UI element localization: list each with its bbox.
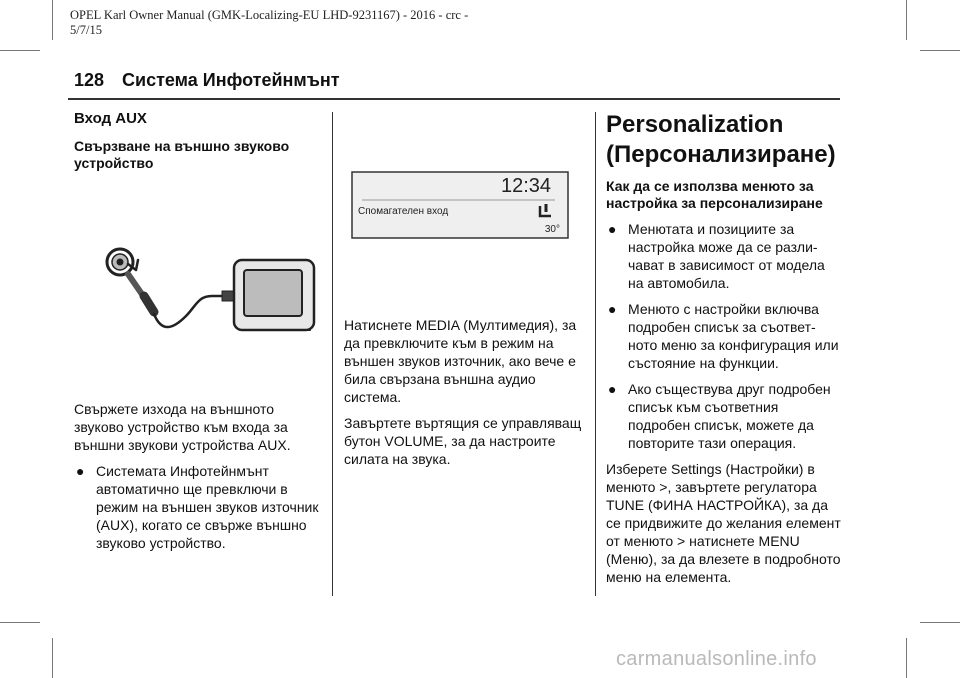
display-temperature: 30° [544,224,560,235]
crop-mark [52,0,53,40]
bullet-icon: ● [608,381,617,397]
crop-mark [906,0,907,40]
column-divider [595,112,596,596]
media-paragraph: Натиснете MEDIA (Мултимедия), за да превключите към в режим на външен звуков източник, ако вече е била свързана външна аудио система. [344,317,577,405]
display-label: Спомагателен вход [358,206,449,217]
list-item [606,220,844,292]
bullet-icon: ● [608,301,617,317]
page-header [74,70,840,100]
list-item-text: Менютата и позициите за настройка може да се разли-чават в зависимост от модела на автомобила. [628,221,825,291]
settings-paragraph: Изберете Settings (Настройки) в менюто >, завъртете регулатора TUNE (ФИНА НАСТРОЙКА), за да се придвижите до желания елемент от менюто > натиснете MENU (Меню), за да влезете в подробното меню на елемента. [606,461,841,585]
list-item-text: Менюто с настройки включва подробен списък за съответ-ното меню за конфигурация или състояние на функции. [628,301,839,371]
aux-connect-paragraph: Свържете изхода на външното звуково устройство към входа за външни звукови устройства AUX. [74,401,291,453]
crop-mark [52,638,53,678]
aux-heading: Вход AUX [74,110,147,127]
bullet-icon: ● [608,221,617,237]
list-item [606,300,844,372]
bullet-icon: ● [76,463,85,479]
volume-paragraph: Завъртете въртящия се управляващ бутон VOLUME, за да настроите силата на звука. [344,415,582,467]
watermark: carmanualsonline.info [616,648,817,670]
page-number: 128 [74,70,105,90]
personalization-heading: Personalization (Персонализиране) [606,111,836,168]
list-item-text: Ако съществува друг подробен списък към съответния подробен списък, можете да повторите тази операция. [628,381,831,451]
list-item-text: Системата Инфотейнмънт автоматично ще превключи в режим на външен звуков източник (AUX), когато се свърже външно звуково устройство. [96,463,319,551]
column-divider [332,112,333,596]
aux-subheading: Свързване на външно звуково устройство [74,138,290,171]
crop-mark [920,50,960,51]
personalization-subheading: Как да се използва менюто за настройка за персонализиране [606,178,823,211]
middle-column [344,110,589,476]
aux-bullet-list [74,462,324,552]
personalization-bullet-list [606,220,844,452]
crop-mark [920,622,960,623]
aux-display-illustration [350,170,570,240]
left-column [74,110,324,560]
header-rule [68,98,840,100]
right-column [606,110,844,594]
list-item [606,380,844,452]
list-item [74,462,324,552]
section-title: Система Инфотейнмънт [122,70,340,90]
aux-cable-illustration [74,230,324,370]
crop-mark [0,622,40,623]
crop-mark [906,638,907,678]
crop-mark [0,50,40,51]
print-header-line2: 5/7/15 [70,23,102,37]
display-time: 12:34 [500,175,552,197]
print-header-line1: OPEL Karl Owner Manual (GMK-Localizing-EU LHD-9231167) - 2016 - crc - [70,8,469,22]
print-header [70,8,510,38]
